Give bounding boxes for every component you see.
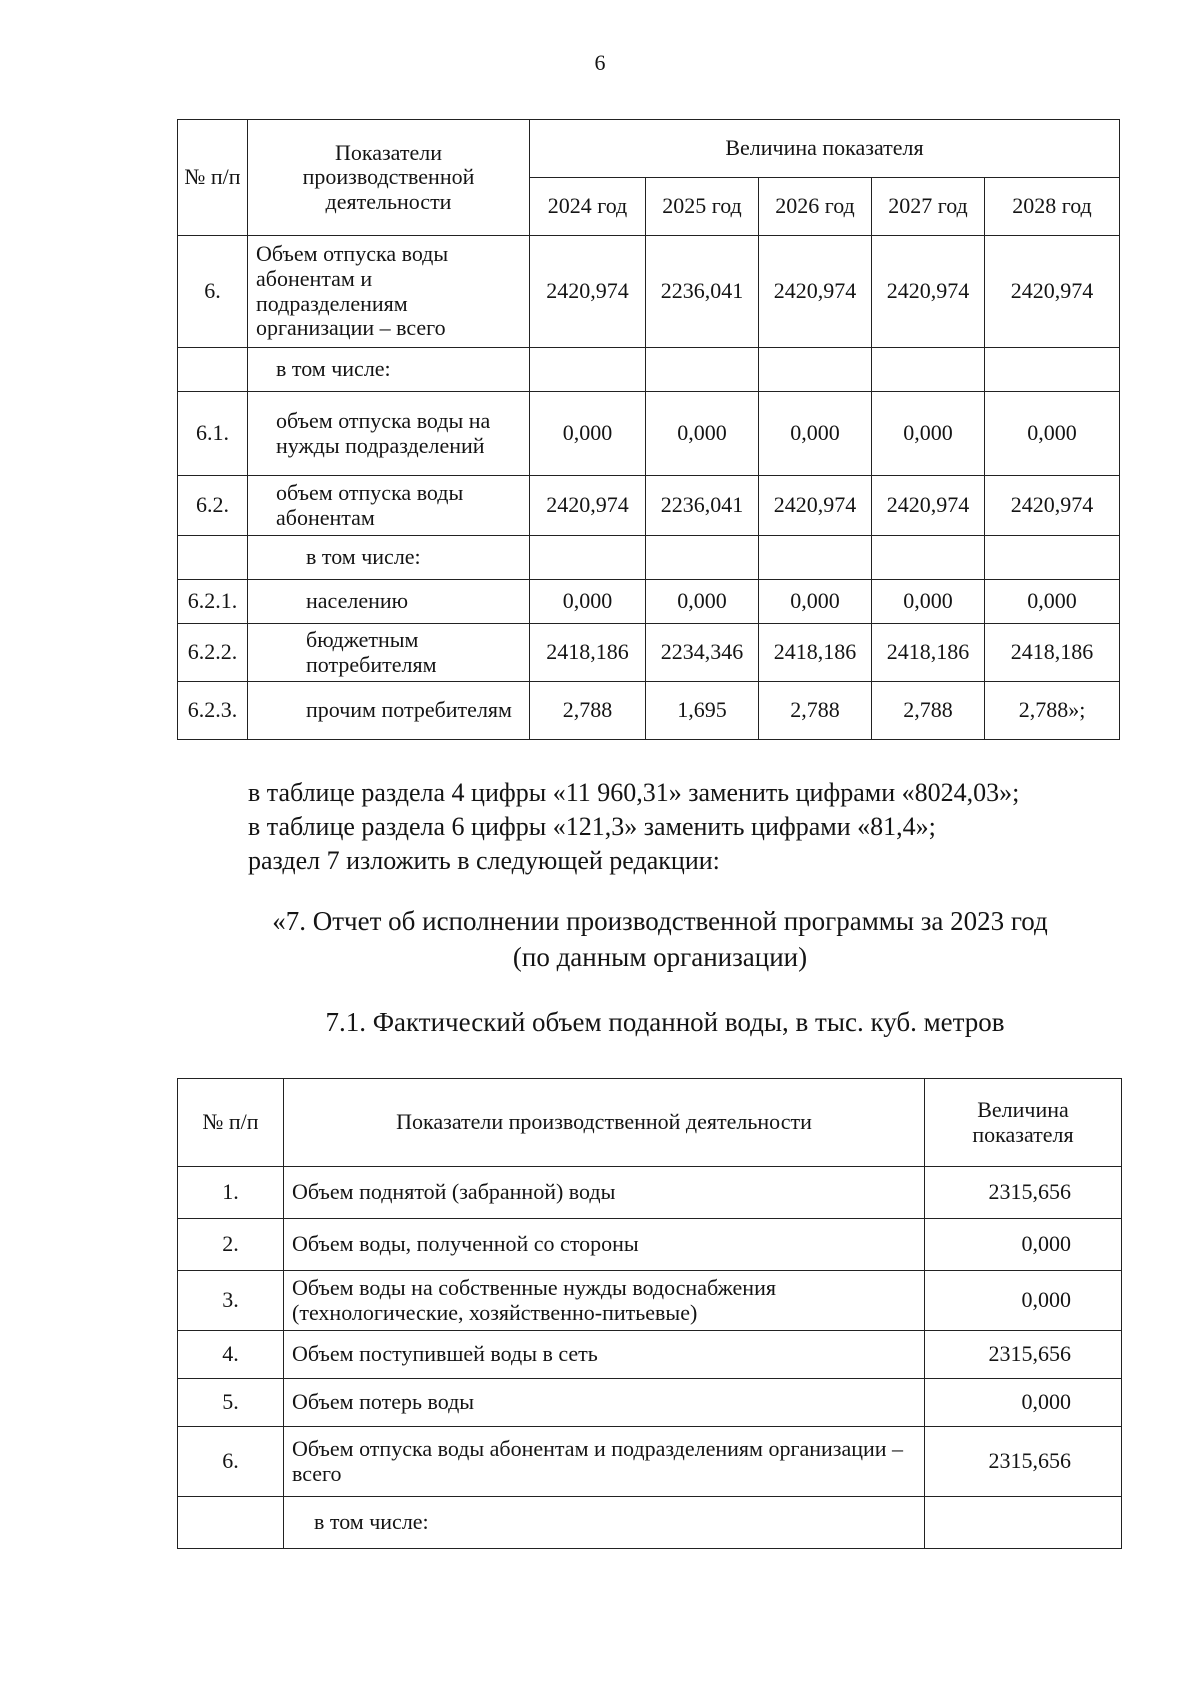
value-cell: 2420,974 bbox=[872, 236, 985, 348]
production-indicators-forecast-table bbox=[177, 119, 1120, 740]
value-cell bbox=[872, 348, 985, 392]
table-row bbox=[178, 682, 1120, 740]
table-row bbox=[178, 348, 1120, 392]
value-cell: 0,000 bbox=[759, 392, 872, 476]
row-number: 2. bbox=[178, 1219, 284, 1271]
row-label: Объем поднятой (забранной) воды bbox=[284, 1167, 925, 1219]
column-header-year: 2026 год bbox=[759, 178, 872, 236]
row-number: 6.2.3. bbox=[178, 682, 248, 740]
value-cell: 0,000 bbox=[530, 580, 646, 624]
row-label: объем отпуска воды на нужды подразделений bbox=[248, 392, 530, 476]
table-row bbox=[178, 1379, 1122, 1427]
value-cell: 2420,974 bbox=[530, 476, 646, 536]
value-cell bbox=[759, 536, 872, 580]
value-cell: 0,000 bbox=[872, 580, 985, 624]
value-cell bbox=[759, 348, 872, 392]
table-row bbox=[178, 1271, 1122, 1331]
row-number bbox=[178, 348, 248, 392]
value-cell: 2,788 bbox=[530, 682, 646, 740]
value-cell: 2,788 bbox=[759, 682, 872, 740]
column-header-number: № п/п bbox=[178, 1079, 284, 1167]
paragraph: в таблице раздела 6 цифры «121,3» заменить цифрами «81,4»; bbox=[248, 812, 936, 841]
value-cell: 2236,041 bbox=[646, 476, 759, 536]
column-header-indicator: Показатели производственной деятельности bbox=[284, 1079, 925, 1167]
row-number: 5. bbox=[178, 1379, 284, 1427]
section-title bbox=[0, 903, 1200, 975]
row-label: объем отпуска воды абонентам bbox=[248, 476, 530, 536]
section-title-line: (по данным организации) bbox=[512, 942, 808, 972]
table-row bbox=[178, 476, 1120, 536]
value-cell: 1,695 bbox=[646, 682, 759, 740]
value-cell: 2418,186 bbox=[985, 624, 1120, 682]
actual-water-supply-table bbox=[177, 1078, 1122, 1549]
value-cell bbox=[530, 536, 646, 580]
value-cell: 2420,974 bbox=[872, 476, 985, 536]
value-cell: 2315,656 bbox=[925, 1331, 1122, 1379]
row-number: 6.2.2. bbox=[178, 624, 248, 682]
table-row bbox=[178, 1219, 1122, 1271]
value-cell: 0,000 bbox=[530, 392, 646, 476]
value-cell: 0,000 bbox=[985, 392, 1120, 476]
column-header-indicator: Показатели производственной деятельности bbox=[248, 120, 530, 236]
column-header-number: № п/п bbox=[178, 120, 248, 236]
value-cell: 2420,974 bbox=[759, 476, 872, 536]
value-cell bbox=[925, 1497, 1122, 1549]
value-cell: 0,000 bbox=[759, 580, 872, 624]
page-number: 6 bbox=[594, 50, 606, 75]
table-row bbox=[178, 580, 1120, 624]
row-label: прочим потребителям bbox=[248, 682, 530, 740]
subsection-title: 7.1. Фактический объем поданной воды, в тыс. куб. метров bbox=[325, 1007, 1005, 1037]
row-label: бюджетным потребителям bbox=[248, 624, 530, 682]
section-title-line: «7. Отчет об исполнении производственной программы за 2023 год bbox=[272, 906, 1048, 936]
row-label: Объем воды на собственные нужды водоснабжения (технологические, хозяйственно-питьевые) bbox=[284, 1271, 925, 1331]
value-cell: 0,000 bbox=[925, 1271, 1122, 1331]
value-cell bbox=[530, 348, 646, 392]
row-number: 6. bbox=[178, 236, 248, 348]
row-label: Объем поступившей воды в сеть bbox=[284, 1331, 925, 1379]
value-cell: 2,788»; bbox=[985, 682, 1120, 740]
value-cell: 2420,974 bbox=[985, 476, 1120, 536]
value-cell: 0,000 bbox=[646, 580, 759, 624]
row-label: Объем отпуска воды абонентам и подразделениям организации – всего bbox=[248, 236, 530, 348]
row-number: 6.1. bbox=[178, 392, 248, 476]
row-label: Объем отпуска воды абонентам и подразделениям организации – всего bbox=[284, 1427, 925, 1497]
row-number: 6.2. bbox=[178, 476, 248, 536]
value-cell: 2418,186 bbox=[872, 624, 985, 682]
value-cell: 2420,974 bbox=[759, 236, 872, 348]
amendment-paragraphs bbox=[248, 776, 1019, 878]
row-number: 1. bbox=[178, 1167, 284, 1219]
table-row bbox=[178, 392, 1120, 476]
row-label: в том числе: bbox=[248, 536, 530, 580]
column-header-year: 2024 год bbox=[530, 178, 646, 236]
row-label: в том числе: bbox=[248, 348, 530, 392]
value-cell: 2315,656 bbox=[925, 1167, 1122, 1219]
value-cell: 2315,656 bbox=[925, 1427, 1122, 1497]
table-row bbox=[178, 1427, 1122, 1497]
table-row bbox=[178, 1331, 1122, 1379]
column-header-year: 2025 год bbox=[646, 178, 759, 236]
value-cell: 0,000 bbox=[925, 1219, 1122, 1271]
value-cell: 2420,974 bbox=[985, 236, 1120, 348]
value-cell bbox=[646, 348, 759, 392]
column-header-year: 2027 год bbox=[872, 178, 985, 236]
value-cell: 0,000 bbox=[985, 580, 1120, 624]
value-cell: 0,000 bbox=[925, 1379, 1122, 1427]
value-cell: 2418,186 bbox=[530, 624, 646, 682]
row-number bbox=[178, 536, 248, 580]
table-row bbox=[178, 1167, 1122, 1219]
value-cell bbox=[646, 536, 759, 580]
value-cell bbox=[985, 348, 1120, 392]
row-number: 6. bbox=[178, 1427, 284, 1497]
row-label: населению bbox=[248, 580, 530, 624]
table-row bbox=[178, 236, 1120, 348]
column-header-value: Величина показателя bbox=[925, 1079, 1122, 1167]
paragraph: раздел 7 изложить в следующей редакции: bbox=[248, 846, 720, 875]
row-number bbox=[178, 1497, 284, 1549]
value-cell bbox=[872, 536, 985, 580]
row-label: Объем воды, полученной со стороны bbox=[284, 1219, 925, 1271]
paragraph: в таблице раздела 4 цифры «11 960,31» заменить цифрами «8024,03»; bbox=[248, 778, 1020, 807]
table-row bbox=[178, 1497, 1122, 1549]
value-cell bbox=[985, 536, 1120, 580]
column-header-value-group: Величина показателя bbox=[530, 120, 1120, 178]
value-cell: 0,000 bbox=[646, 392, 759, 476]
value-cell: 2,788 bbox=[872, 682, 985, 740]
value-cell: 0,000 bbox=[872, 392, 985, 476]
row-label: в том числе: bbox=[284, 1497, 925, 1549]
value-cell: 2236,041 bbox=[646, 236, 759, 348]
value-cell: 2420,974 bbox=[530, 236, 646, 348]
column-header-year: 2028 год bbox=[985, 178, 1120, 236]
table-row bbox=[178, 624, 1120, 682]
row-number: 6.2.1. bbox=[178, 580, 248, 624]
value-cell: 2234,346 bbox=[646, 624, 759, 682]
row-label: Объем потерь воды bbox=[284, 1379, 925, 1427]
table-row bbox=[178, 536, 1120, 580]
row-number: 3. bbox=[178, 1271, 284, 1331]
value-cell: 2418,186 bbox=[759, 624, 872, 682]
row-number: 4. bbox=[178, 1331, 284, 1379]
